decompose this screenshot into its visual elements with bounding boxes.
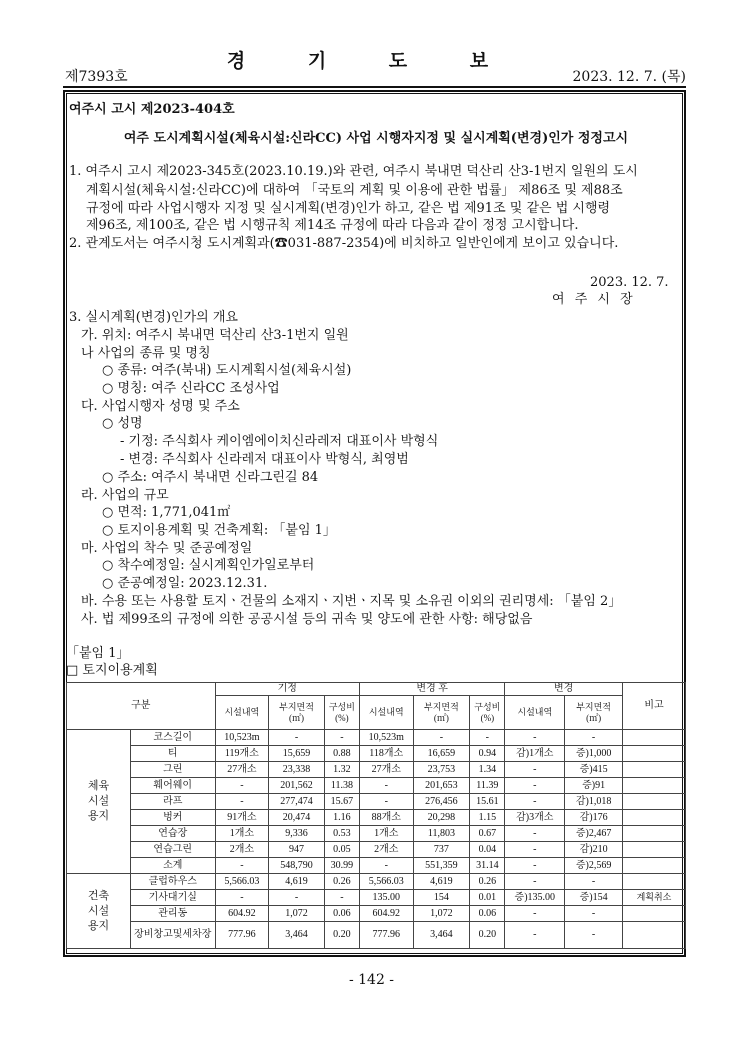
header-area: 부지면적 (㎡) xyxy=(565,696,623,730)
cell-a1: - xyxy=(359,858,413,874)
cell-e1: 1개소 xyxy=(215,826,269,842)
cell-e1: 2개소 xyxy=(215,842,269,858)
item-ma-2: ○ 준공예정일: 2023.12.31. xyxy=(102,576,268,591)
cell-c1: 감)1개소 xyxy=(505,746,565,762)
cell-c2: 증)415 xyxy=(565,762,623,778)
cell-note xyxy=(622,730,685,746)
cell-a2: 3,464 xyxy=(413,922,470,949)
cell-e1: 27개소 xyxy=(215,762,269,778)
cell-e2: 23,338 xyxy=(269,762,325,778)
cell-a1: 10,523m xyxy=(359,730,413,746)
cell-e3: 0.06 xyxy=(324,906,359,922)
header-change: 변경 xyxy=(505,683,623,696)
cell-a1: 604.92 xyxy=(359,906,413,922)
cell-a3: 0.04 xyxy=(470,842,505,858)
cell-e1: 5,566.03 xyxy=(215,874,269,890)
cell-e3: 0.26 xyxy=(324,874,359,890)
cell-e1: 10,523m xyxy=(215,730,269,746)
cell-note: 계획취소 xyxy=(622,890,685,906)
header-area: 부지면적 (㎡) xyxy=(413,696,470,730)
cell-e2: 20,474 xyxy=(269,810,325,826)
cell-e3: 1.16 xyxy=(324,810,359,826)
header-existing: 기정 xyxy=(215,683,359,696)
item-da-1b: - 변경: 주식회사 신라레저 대표이사 박형식, 최영범 xyxy=(120,452,409,467)
item-ma-1: ○ 착수예정일: 실시계획인가일로부터 xyxy=(102,558,315,573)
cell-note xyxy=(622,858,685,874)
cell-a2: 276,456 xyxy=(413,794,470,810)
para1-line3: 규정에 따라 사업시행자 지정 및 실시계획(변경)인가 하고, 같은 법 제91조 및 같은 법 시행령 xyxy=(86,201,611,216)
para1-line2: 계획시설(체육시설:신라CC)에 대하여 「국토의 계획 및 이용에 관한 법률」 제86조 및 제88조 xyxy=(86,183,623,198)
cell-name: 훼어웨이 xyxy=(130,778,215,794)
header-ratio: 구성비 (%) xyxy=(470,696,505,730)
cell-e3: - xyxy=(324,730,359,746)
header-facility: 시설내역 xyxy=(359,696,413,730)
cell-c2: 증)1,000 xyxy=(565,746,623,762)
cell-c1: - xyxy=(505,874,565,890)
cell-e1: - xyxy=(215,890,269,906)
category-building: 건축 시설 용지 xyxy=(67,874,131,949)
cell-e3: 11.38 xyxy=(324,778,359,794)
table-row xyxy=(67,826,686,842)
table-row xyxy=(67,794,686,810)
cell-a2: - xyxy=(413,730,470,746)
cell-note xyxy=(622,746,685,762)
cell-c1: - xyxy=(505,858,565,874)
cell-e1: - xyxy=(215,794,269,810)
para1-line4: 제96조, 제100조, 같은 법 시행규칙 제14조 규정에 따라 다음과 같이 정정 고시합니다. xyxy=(86,218,579,233)
cell-c2: - xyxy=(565,874,623,890)
cell-e3: 0.53 xyxy=(324,826,359,842)
notice-number: 여주시 고시 제2023-404호 xyxy=(69,102,235,117)
table-row xyxy=(67,842,686,858)
cell-name: 연습그린 xyxy=(130,842,215,858)
table-row xyxy=(67,922,686,949)
cell-a2: 551,359 xyxy=(413,858,470,874)
cell-e2: 277,474 xyxy=(269,794,325,810)
cell-c2: 증)154 xyxy=(565,890,623,906)
table-row xyxy=(67,858,686,874)
item-na: 나 사업의 종류 및 명칭 xyxy=(81,346,211,361)
item-na-1: ○ 종류: 여주(북내) 도시계획시설(체육시설) xyxy=(102,363,352,378)
cell-e2: 201,562 xyxy=(269,778,325,794)
cell-e3: 30.99 xyxy=(324,858,359,874)
cell-a2: 11,803 xyxy=(413,826,470,842)
cell-a1: 1개소 xyxy=(359,826,413,842)
bulletin-title: 경 기 도 보 xyxy=(226,50,517,72)
cell-e2: 947 xyxy=(269,842,325,858)
cell-e1: 604.92 xyxy=(215,906,269,922)
table-row xyxy=(67,778,686,794)
category-sports: 체육 시설 용지 xyxy=(67,730,131,874)
notice-title: 여주 도시계획시설(체육시설:신라CC) 사업 시행자지정 및 실시계획(변경)인가 정정고시 xyxy=(123,131,629,146)
cell-a1: 5,566.03 xyxy=(359,874,413,890)
cell-c2: 증)2,569 xyxy=(565,858,623,874)
cell-a1: - xyxy=(359,778,413,794)
cell-e2: 3,464 xyxy=(269,922,325,949)
table-row xyxy=(67,906,686,922)
cell-e2: 15,659 xyxy=(269,746,325,762)
cell-note xyxy=(622,842,685,858)
cell-e3: 1.32 xyxy=(324,762,359,778)
cell-e1: 91개소 xyxy=(215,810,269,826)
cell-e2: 4,619 xyxy=(269,874,325,890)
cell-e1: 119개소 xyxy=(215,746,269,762)
cell-a3: 15.61 xyxy=(470,794,505,810)
issue-number: 제7393호 xyxy=(65,69,128,85)
cell-a2: 4,619 xyxy=(413,874,470,890)
cell-c1: 증)135.00 xyxy=(505,890,565,906)
attachment-label: 「붙임 1」 xyxy=(66,646,130,661)
cell-note xyxy=(622,810,685,826)
cell-a1: 118개소 xyxy=(359,746,413,762)
cell-c1: 감)3개소 xyxy=(505,810,565,826)
cell-c1: - xyxy=(505,794,565,810)
cell-note xyxy=(622,794,685,810)
item-na-2: ○ 명칭: 여주 신라CC 조성사업 xyxy=(102,381,280,396)
cell-a3: - xyxy=(470,730,505,746)
cell-a1: - xyxy=(359,794,413,810)
cell-name: 티 xyxy=(130,746,215,762)
table-row xyxy=(67,762,686,778)
cell-name: 장비창고및세차장 xyxy=(130,922,215,949)
table-row xyxy=(67,730,686,746)
header-note: 비고 xyxy=(622,683,685,730)
cell-note xyxy=(622,826,685,842)
cell-e3: 0.88 xyxy=(324,746,359,762)
cell-name: 클럽하우스 xyxy=(130,874,215,890)
cell-c1: - xyxy=(505,826,565,842)
cell-name: 관리동 xyxy=(130,906,215,922)
cell-a2: 201,653 xyxy=(413,778,470,794)
cell-note xyxy=(622,762,685,778)
cell-c1: - xyxy=(505,842,565,858)
cell-e2: - xyxy=(269,730,325,746)
cell-a3: 0.01 xyxy=(470,890,505,906)
cell-note xyxy=(622,922,685,949)
cell-a1: 777.96 xyxy=(359,922,413,949)
header-area: 부지면적 (㎡) xyxy=(269,696,325,730)
cell-a3: 0.06 xyxy=(470,906,505,922)
sign-date: 2023. 12. 7. xyxy=(590,275,669,290)
sign-name: 여 주 시 장 xyxy=(552,292,636,307)
cell-c2: - xyxy=(565,730,623,746)
cell-name: 기사대기실 xyxy=(130,890,215,906)
cell-c2: 감)176 xyxy=(565,810,623,826)
cell-a1: 88개소 xyxy=(359,810,413,826)
cell-note xyxy=(622,906,685,922)
cell-e3: - xyxy=(324,890,359,906)
cell-name: 연습장 xyxy=(130,826,215,842)
header-facility: 시설내역 xyxy=(215,696,269,730)
cell-a2: 23,753 xyxy=(413,762,470,778)
cell-a2: 154 xyxy=(413,890,470,906)
cell-e1: 777.96 xyxy=(215,922,269,949)
section3: 3. 실시계획(변경)인가의 개요 xyxy=(69,310,238,325)
cell-a1: 2개소 xyxy=(359,842,413,858)
cell-c2: 감)1,018 xyxy=(565,794,623,810)
cell-a2: 20,298 xyxy=(413,810,470,826)
item-sa: 사. 법 제99조의 규정에 의한 공공시설 등의 귀속 및 양도에 관한 사항: 해당없음 xyxy=(81,612,533,627)
cell-a3: 0.20 xyxy=(470,922,505,949)
cell-a1: 27개소 xyxy=(359,762,413,778)
header-facility: 시설내역 xyxy=(505,696,565,730)
cell-a2: 16,659 xyxy=(413,746,470,762)
cell-name: 벙커 xyxy=(130,810,215,826)
header-rule xyxy=(63,86,686,88)
para1-line1: 1. 여주시 고시 제2023-345호(2023.10.19.)와 관련, 여주시 북내면 덕산리 산3-1번지 일원의 도시 xyxy=(69,164,638,179)
cell-a3: 0.67 xyxy=(470,826,505,842)
table-row xyxy=(67,746,686,762)
item-da: 다. 사업시행자 성명 및 주소 xyxy=(81,399,240,414)
cell-name: 라프 xyxy=(130,794,215,810)
table-row xyxy=(67,874,686,890)
header-ratio: 구성비 (%) xyxy=(324,696,359,730)
cell-c2: 증)91 xyxy=(565,778,623,794)
cell-name: 코스길이 xyxy=(130,730,215,746)
cell-c1: - xyxy=(505,762,565,778)
cell-c2: 감)210 xyxy=(565,842,623,858)
cell-e3: 0.05 xyxy=(324,842,359,858)
para2: 2. 관계도서는 여주시청 도시계획과(☎031-887-2354)에 비치하고 일반인에게 보이고 있습니다. xyxy=(69,236,619,251)
cell-a3: 0.94 xyxy=(470,746,505,762)
item-ra-2: ○ 토지이용계획 및 건축계획: 「붙임 1」 xyxy=(102,523,336,538)
cell-c2: 증)2,467 xyxy=(565,826,623,842)
header-changed: 변경 후 xyxy=(359,683,504,696)
cell-a3: 0.26 xyxy=(470,874,505,890)
item-ba: 바. 수용 또는 사용할 토지ㆍ건물의 소재지ㆍ지번ㆍ지목 및 소유권 이외의 권리명세: 「붙임 2」 xyxy=(81,594,622,609)
cell-a3: 11.39 xyxy=(470,778,505,794)
item-ra-1: ○ 면적: 1,771,041㎡ xyxy=(102,505,231,520)
cell-a3: 1.15 xyxy=(470,810,505,826)
cell-note xyxy=(622,874,685,890)
item-ga: 가. 위치: 여주시 북내면 덕산리 산3-1번지 일원 xyxy=(81,328,349,343)
cell-e2: - xyxy=(269,890,325,906)
cell-c2: - xyxy=(565,906,623,922)
cell-name: 소계 xyxy=(130,858,215,874)
cell-e1: - xyxy=(215,858,269,874)
item-da-1a: - 기정: 주식회사 케이엠에이치신라레저 대표이사 박형식 xyxy=(120,434,439,449)
cell-name: 그린 xyxy=(130,762,215,778)
item-ma: 마. 사업의 착수 및 준공예정일 xyxy=(81,541,253,556)
cell-e1: - xyxy=(215,778,269,794)
item-ra: 라. 사업의 규모 xyxy=(81,488,169,503)
cell-c2: - xyxy=(565,922,623,949)
table-row xyxy=(67,890,686,906)
cell-e2: 1,072 xyxy=(269,906,325,922)
land-use-table xyxy=(66,682,686,949)
cell-c1: - xyxy=(505,778,565,794)
cell-a2: 737 xyxy=(413,842,470,858)
table-row xyxy=(67,810,686,826)
cell-e3: 0.20 xyxy=(324,922,359,949)
item-da-2: ○ 주소: 여주시 북내면 신라그린길 84 xyxy=(102,470,319,485)
cell-e2: 9,336 xyxy=(269,826,325,842)
cell-note xyxy=(622,778,685,794)
cell-a3: 1.34 xyxy=(470,762,505,778)
header-gubun: 구분 xyxy=(67,683,216,730)
land-use-heading: □ 토지이용계획 xyxy=(66,663,158,678)
cell-c1: - xyxy=(505,906,565,922)
item-da-1: ○ 성명 xyxy=(102,416,143,431)
issue-date: 2023. 12. 7. (목) xyxy=(572,69,686,85)
cell-e2: 548,790 xyxy=(269,858,325,874)
cell-e3: 15.67 xyxy=(324,794,359,810)
cell-c1: - xyxy=(505,730,565,746)
cell-c1: - xyxy=(505,922,565,949)
cell-a1: 135.00 xyxy=(359,890,413,906)
cell-a3: 31.14 xyxy=(470,858,505,874)
cell-a2: 1,072 xyxy=(413,906,470,922)
page-number: - 142 - xyxy=(348,972,395,988)
